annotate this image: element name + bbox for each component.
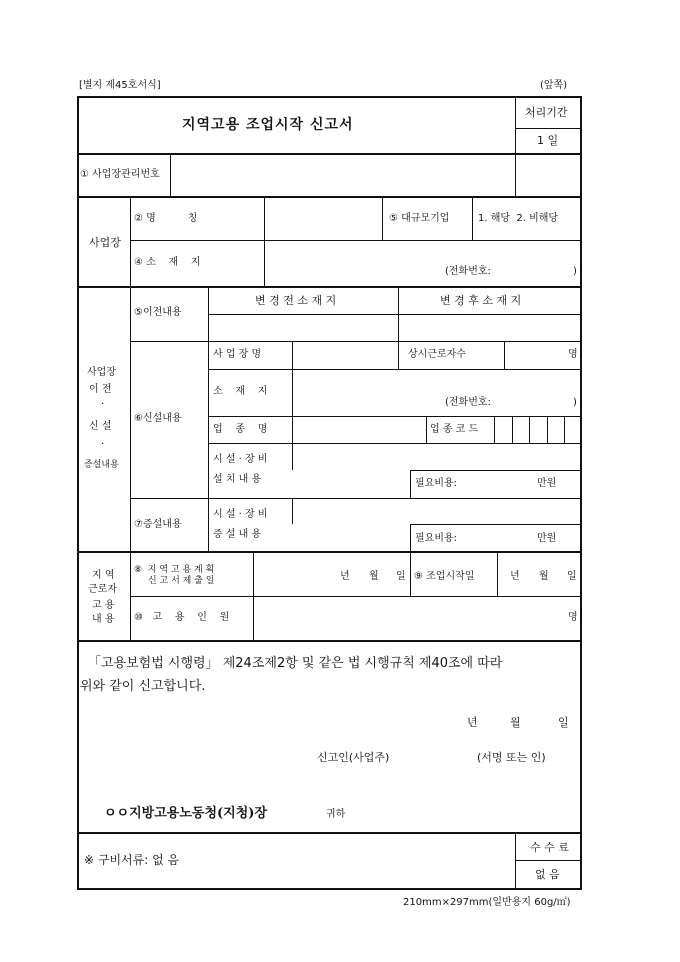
cost-unit: 만원 xyxy=(537,478,557,489)
rule xyxy=(515,833,516,889)
rule xyxy=(410,524,411,551)
rule xyxy=(515,97,516,153)
new-establishment-label: ⑥신설내용 xyxy=(134,413,182,424)
hires-unit: 명 xyxy=(568,612,578,623)
relocation-group-label: · xyxy=(101,399,105,410)
new-address-label: 소 재 지 xyxy=(213,386,268,397)
after-address-header: 변 경 후 소 재 지 xyxy=(440,294,522,307)
workplace-group-label: 사업장 xyxy=(89,236,121,249)
rule xyxy=(382,197,383,240)
signature-label: (서명 또는 인) xyxy=(477,751,546,764)
hires-input[interactable] xyxy=(255,598,580,639)
declaration-day: 일 xyxy=(558,716,569,729)
new-phone-label: (전화번호: xyxy=(445,397,491,408)
declaration-month: 월 xyxy=(510,716,521,729)
rule xyxy=(130,197,131,640)
rule xyxy=(130,341,581,342)
rule xyxy=(77,551,582,553)
form-title: 지역고용 조업시작 신고서 xyxy=(182,117,354,133)
relocation-group-label: · xyxy=(101,439,105,450)
rule xyxy=(515,860,581,861)
name-input[interactable] xyxy=(266,198,381,239)
facility-label-line2: 설 치 내 용 xyxy=(213,474,262,485)
relocation-group-label: 이 전 xyxy=(89,384,112,395)
new-name-label: 사 업 장 명 xyxy=(213,349,262,360)
expansion-facility-line1: 시 설 · 장 비 xyxy=(213,509,268,520)
declarant-label: 신고인(사업주) xyxy=(317,751,390,764)
name-label: ② 명 칭 xyxy=(134,213,198,224)
employees-unit: 명 xyxy=(568,349,578,360)
new-name-input[interactable] xyxy=(294,343,397,368)
rule xyxy=(130,240,581,241)
large-company-label: ⑤ 대규모기업 xyxy=(389,213,450,224)
workplace-id-label: ① 사업장관리번호 xyxy=(80,169,160,180)
new-address-input[interactable] xyxy=(294,371,580,415)
form-number: [별지 제45호서식] xyxy=(79,80,161,91)
hires-label: ⑩ 고 용 인 원 xyxy=(134,612,230,623)
processing-period-label: 처리기간 xyxy=(525,106,568,119)
rule xyxy=(77,640,582,642)
declaration-year: 년 xyxy=(467,716,478,729)
rule xyxy=(208,369,581,370)
rule xyxy=(292,498,293,524)
rule xyxy=(77,286,582,288)
rule xyxy=(170,154,171,196)
fee-label: 수 수 료 xyxy=(530,841,569,854)
rule xyxy=(504,342,505,369)
plan-month-label: 월 xyxy=(369,571,379,582)
rule xyxy=(410,524,581,525)
plan-submit-label-line2: 신 고 서 제 출 일 xyxy=(148,576,215,586)
regional-group-label: 고 용 xyxy=(92,600,115,611)
rule xyxy=(398,342,399,369)
rule xyxy=(512,416,513,443)
rule xyxy=(410,552,411,596)
rule xyxy=(497,552,498,596)
rule xyxy=(208,443,581,444)
declaration-line2: 위와 같이 신고합니다. xyxy=(80,679,206,694)
workplace-id-input[interactable] xyxy=(172,155,514,195)
declaration-line1: 「고용보험법 시행령」 제24조제2항 및 같은 법 시행규칙 제40조에 따라 xyxy=(88,656,503,671)
regional-group-label: 근로자 xyxy=(88,584,117,595)
rule xyxy=(529,416,530,443)
plan-day-label: 일 xyxy=(396,571,406,582)
industry-code-label: 업 종 코 드 xyxy=(430,424,479,435)
phone-close: ) xyxy=(573,266,577,277)
cost-label: 필요비용: xyxy=(415,478,458,489)
rule xyxy=(410,470,581,471)
before-address-input[interactable] xyxy=(210,316,397,340)
relocation-group-label: 신 설 xyxy=(89,421,112,432)
rule xyxy=(253,552,254,640)
start-day-label: 일 xyxy=(567,571,577,582)
rule xyxy=(208,287,209,551)
regional-group-label: 내 용 xyxy=(92,614,115,625)
relocation-before-label: ⑤이전내용 xyxy=(134,307,182,318)
rule xyxy=(292,342,293,470)
after-address-input[interactable] xyxy=(400,316,580,340)
page-side-label: (앞쪽) xyxy=(540,80,568,91)
rule xyxy=(515,128,581,129)
rule xyxy=(494,416,495,443)
rule xyxy=(130,596,581,597)
required-documents: ※ 구비서류: 없 음 xyxy=(84,853,180,867)
rule xyxy=(472,197,473,240)
recipient-honorific: 귀하 xyxy=(326,809,346,820)
industry-label: 업 종 명 xyxy=(213,424,268,435)
rule xyxy=(208,416,581,417)
recipient-title: ㅇㅇ지방고용노동청(지청)장 xyxy=(104,806,267,821)
processing-period-value: 1 일 xyxy=(537,134,559,147)
address-input[interactable] xyxy=(266,242,580,285)
fee-value: 없 음 xyxy=(535,868,560,881)
rule xyxy=(264,197,265,286)
regional-group-label: 지 역 xyxy=(92,570,115,581)
expansion-label: ⑦증설내용 xyxy=(134,519,182,530)
start-month-label: 월 xyxy=(539,571,549,582)
paper-size: 210mm×297mm(일반용지 60g/㎡) xyxy=(403,897,571,908)
rule xyxy=(426,416,427,443)
relocation-group-label: 증설내용 xyxy=(84,460,119,470)
large-company-options[interactable]: 1. 해당 2. 비해당 xyxy=(478,213,559,224)
expansion-cost-unit: 만원 xyxy=(537,533,557,544)
new-phone-close: ) xyxy=(573,397,577,408)
phone-label: (전화번호: xyxy=(445,266,491,277)
plan-submit-label-line1: ⑧ 지 역 고 용 계 획 xyxy=(134,565,215,575)
rule xyxy=(77,832,582,834)
plan-year-label: 년 xyxy=(340,571,350,582)
before-address-header: 변 경 전 소 재 지 xyxy=(255,294,337,307)
industry-input[interactable] xyxy=(294,418,425,442)
address-label: ④ 소 재 지 xyxy=(134,257,201,268)
start-year-label: 년 xyxy=(510,571,520,582)
relocation-group-label: 사업장 xyxy=(87,367,116,378)
rule xyxy=(208,314,581,315)
expansion-facility-line2: 증 설 내 용 xyxy=(213,529,262,540)
rule xyxy=(547,416,548,443)
rule xyxy=(515,154,516,196)
employees-label: 상시근로자수 xyxy=(408,349,466,360)
rule xyxy=(398,287,399,341)
expansion-cost-label: 필요비용: xyxy=(415,533,458,544)
rule xyxy=(564,416,565,443)
start-date-label: ⑨ 조업시작일 xyxy=(414,571,475,582)
facility-label-line1: 시 설 · 장 비 xyxy=(213,454,268,465)
rule xyxy=(410,470,411,498)
rule xyxy=(130,498,581,499)
